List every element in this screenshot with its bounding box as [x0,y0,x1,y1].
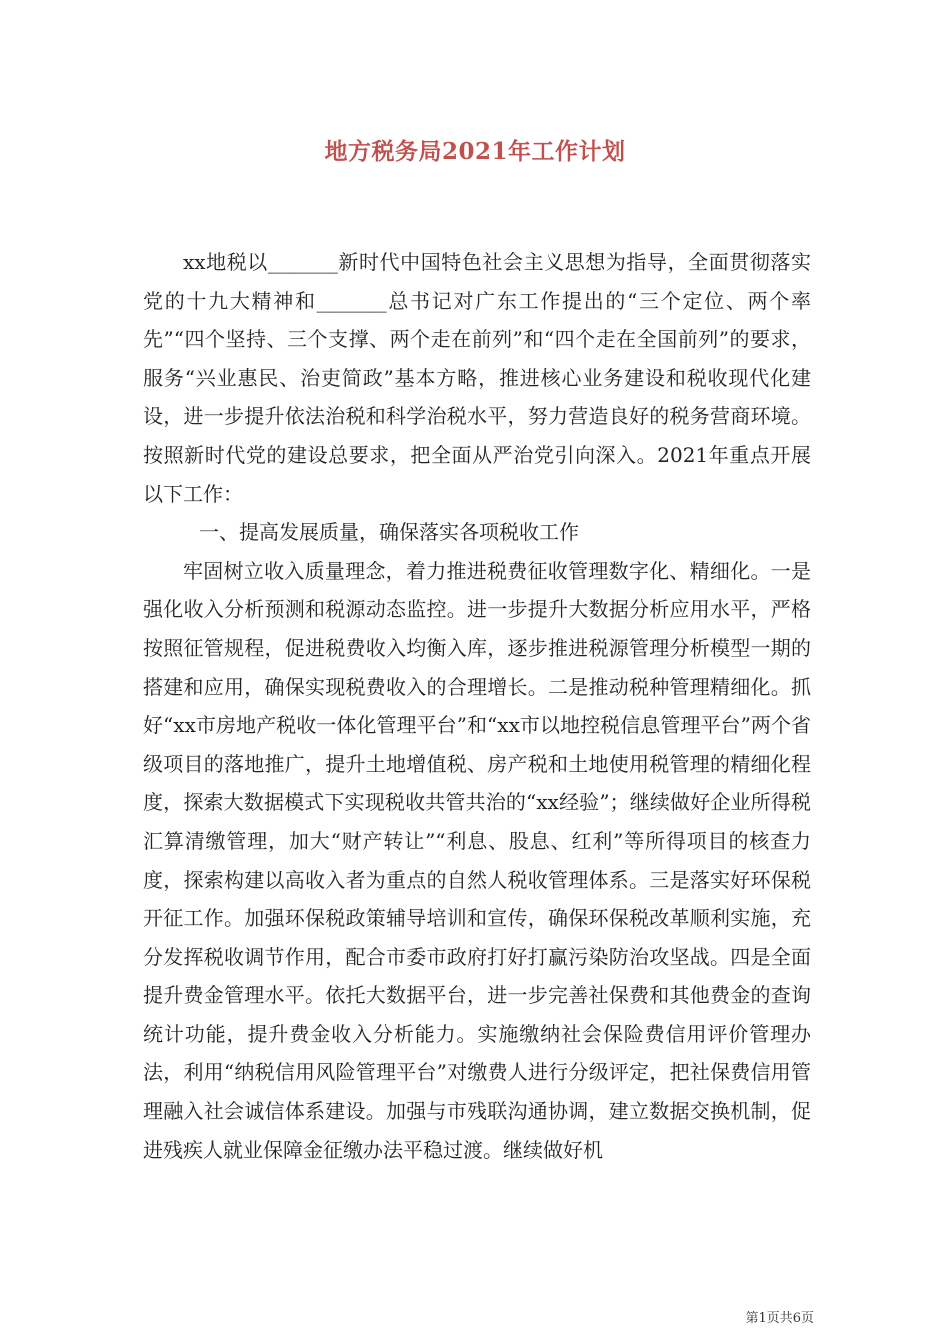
intro-paragraph: xx地税以_______新时代中国特色社会主义思想为指导，全面贯彻落实党的十九大精神和_______总书记对广东工作提出的“三个定位、两个率先”“四个坚持、三个支撑、两个走在前列”和“四个走在全国前列”的要求，服务“兴业惠民、治吏简政”基本方略，推进核心业务建设和税收现代化建设，进一步提升依法治税和科学治税水平，努力营造良好的税务营商环境。按照新时代党的建设总要求，把全面从严治党引向深入。2021年重点开展以下工作： [143,250,811,506]
page-number: 第1页共6页 [745,1311,814,1326]
document-body [143,243,811,1169]
section-heading: 一、提高发展质量，确保落实各项税收工作 [199,520,579,545]
section-paragraph: 牢固树立收入质量理念，着力推进税费征收管理数字化、精细化。一是强化收入分析预测和税源动态监控。进一步提升大数据分析应用水平，严格按照征管规程，促进税费收入均衡入库，逐步推进税源管理分析模型一期的搭建和应用，确保实现税费收入的合理增长。二是推动税种管理精细化。抓好“xx市房地产税收一体化管理平台”和“xx市以地控税信息管理平台”两个省级项目的落地推广，提升土地增值税、房产税和土地使用税管理的精细化程度，探索大数据模式下实现税收共管共治的“xx经验”；继续做好企业所得税汇算清缴管理，加大“财产转让”“利息、股息、红利”等所得项目的核查力度，探索构建以高收入者为重点的自然人税收管理体系。三是落实好环保税开征工作。加强环保税政策辅导培训和宣传，确保环保税改革顺利实施，充分发挥税收调节作用，配合市委市政府打好打赢污染防治攻坚战。四是全面提升费金管理水平。依托大数据平台，进一步完善社保费和其他费金的查询统计功能，提升费金收入分析能力。实施缴纳社会保险费信用评价管理办法，利用“纳税信用风险管理平台”对缴费人进行分级评定，把社保费信用管理融入社会诚信体系建设。加强与市残联沟通协调，建立数据交换机制，促进残疾人就业保障金征缴办法平稳过渡。继续做好机 [143,558,811,1162]
document-title: 地方税务局2021年工作计划 [324,138,626,165]
